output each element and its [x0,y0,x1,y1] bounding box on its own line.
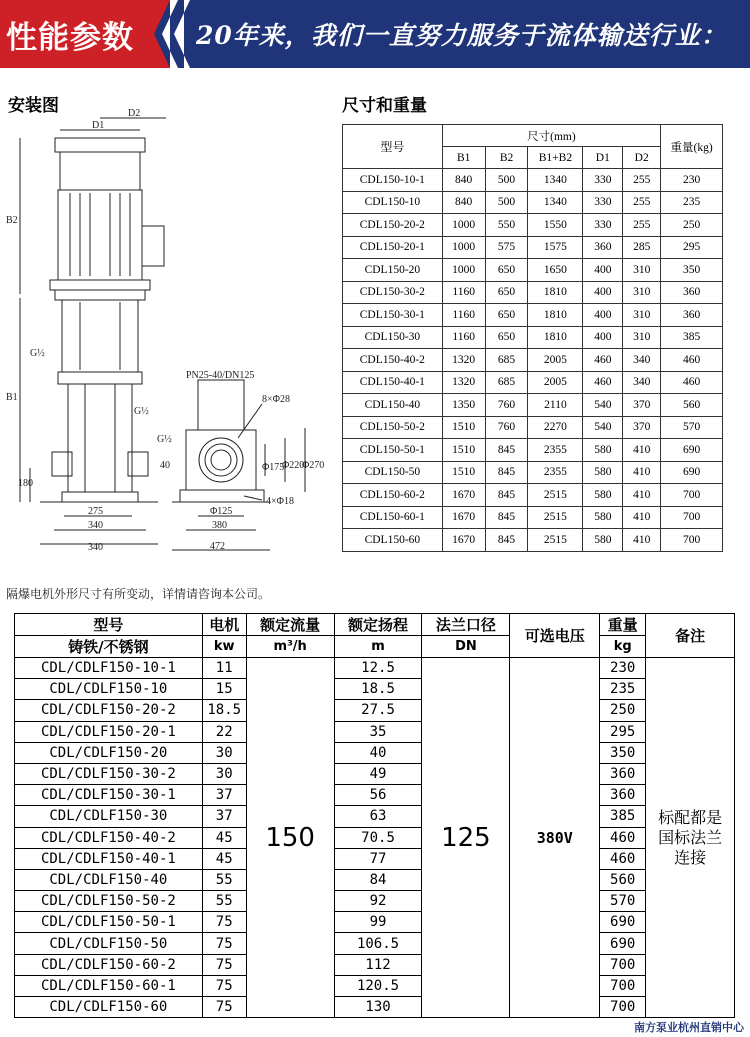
dims-table-row [343,461,723,484]
dims-title: 尺寸和重量 [342,96,427,116]
dims-cell: 340 [623,371,661,394]
label-340-a: 340 [88,520,103,531]
perf-weight-cell: 235 [600,679,646,700]
dims-cell: 330 [583,169,623,192]
dims-cell: 460 [583,371,623,394]
label-holes-4: 4×Φ18 [266,496,294,507]
dims-cell: 690 [661,439,723,462]
dims-cell: CDL150-50-2 [343,416,443,439]
perf-weight-cell: 295 [600,721,646,742]
dims-cell: CDL150-40-1 [343,371,443,394]
dims-table-row [343,484,723,507]
perf-table-row [15,658,735,679]
dims-cell: 1670 [442,529,485,552]
dims-cell: CDL150-60 [343,529,443,552]
dims-cell: CDL150-30-1 [343,304,443,327]
perf-model-cell: CDL/CDLF150-50-1 [15,912,203,933]
label-40: 40 [160,460,170,471]
dims-cell: 1650 [528,259,583,282]
dims-cell: 560 [661,394,723,417]
dims-cell: 400 [583,259,623,282]
dims-cell: 845 [485,484,528,507]
dims-cell: 700 [661,529,723,552]
perf-model-cell: CDL/CDLF150-10-1 [15,658,203,679]
label-g-half-2: G½ [134,406,149,417]
dims-cell: 580 [583,506,623,529]
perf-weight-cell: 570 [600,891,646,912]
dims-cell: 460 [661,371,723,394]
dims-table-row [343,304,723,327]
perf-head-cell: 77 [334,848,422,869]
dims-cell: 2110 [528,394,583,417]
dims-cell: 410 [623,529,661,552]
perf-weight-cell: 690 [600,933,646,954]
dims-cell: 235 [661,191,723,214]
perf-power-cell: 75 [202,975,246,996]
perf-remark-cell: 标配都是国标法兰连接 [646,658,735,1018]
label-g-half-3: G½ [157,434,172,445]
dims-cell: CDL150-10 [343,191,443,214]
perf-weight-cell: 360 [600,785,646,806]
dims-table-row [343,439,723,462]
perf-header-model-material: 铸铁/不锈钢 [15,636,203,658]
dims-cell: 580 [583,484,623,507]
perf-weight-cell: 385 [600,806,646,827]
perf-header-voltage: 可选电压 [510,614,600,658]
perf-header-power-unit: kw [202,636,246,658]
perf-power-cell: 45 [202,848,246,869]
perf-header-head-unit: m [334,636,422,658]
dims-cell: 685 [485,371,528,394]
dims-cell: 1320 [442,349,485,372]
dims-cell: 310 [623,281,661,304]
dims-cell: 550 [485,214,528,237]
dims-cell: 310 [623,259,661,282]
dims-subheader-1: B2 [485,147,528,169]
perf-model-cell: CDL/CDLF150-50 [15,933,203,954]
dims-header-weight: 重量(kg) [661,125,723,169]
dims-cell: CDL150-20-1 [343,236,443,259]
dims-cell: 1550 [528,214,583,237]
dims-header-size: 尺寸(mm) [442,125,660,147]
dims-cell: 360 [583,236,623,259]
perf-model-cell: CDL/CDLF150-20 [15,742,203,763]
perf-weight-cell: 360 [600,763,646,784]
dims-cell: 1510 [442,461,485,484]
dims-cell: 1340 [528,169,583,192]
dims-cell: 1350 [442,394,485,417]
perf-model-cell: CDL/CDLF150-40-2 [15,827,203,848]
dims-cell: 410 [623,461,661,484]
label-340-b: 340 [88,542,103,553]
perf-table-row [15,933,735,954]
dimensions-table [342,124,723,552]
dims-cell: 255 [623,214,661,237]
perf-table-row [15,742,735,763]
dims-cell: 350 [661,259,723,282]
dims-table-row [343,416,723,439]
install-title: 安装图 [8,96,59,116]
label-phi270: Φ270 [302,460,325,471]
perf-power-cell: 37 [202,806,246,827]
banner-title: 性能参数 [6,20,134,56]
dims-cell: 310 [623,304,661,327]
perf-head-cell: 35 [334,721,422,742]
dims-cell: 2515 [528,484,583,507]
perf-head-cell: 12.5 [334,658,422,679]
dims-cell: 2270 [528,416,583,439]
dims-cell: 685 [485,349,528,372]
perf-head-cell: 99 [334,912,422,933]
dims-cell: 385 [661,326,723,349]
label-b2: B2 [6,215,18,226]
perf-table-row [15,763,735,784]
perf-head-cell: 63 [334,806,422,827]
perf-head-cell: 18.5 [334,679,422,700]
perf-head-cell: 70.5 [334,827,422,848]
dims-cell: 1320 [442,371,485,394]
dims-cell: 1810 [528,304,583,327]
dims-header-model: 型号 [343,125,443,169]
dims-cell: 690 [661,461,723,484]
perf-table-row [15,869,735,890]
perf-power-cell: 22 [202,721,246,742]
dims-cell: 760 [485,394,528,417]
dims-cell: 230 [661,169,723,192]
perf-power-cell: 55 [202,869,246,890]
perf-voltage-cell: 380V [510,658,600,1018]
label-275: 275 [88,506,103,517]
perf-table-row [15,721,735,742]
perf-model-cell: CDL/CDLF150-40 [15,869,203,890]
dims-table-row [343,394,723,417]
dims-cell: 500 [485,169,528,192]
banner-slogan: 20年来，我们一直努力服务于流体输送行业： [196,21,727,50]
perf-head-cell: 106.5 [334,933,422,954]
dims-cell: 410 [623,506,661,529]
perf-weight-cell: 560 [600,869,646,890]
perf-header-power: 电机 [202,614,246,636]
perf-header-weight: 重量 [600,614,646,636]
perf-power-cell: 75 [202,912,246,933]
dims-table-row [343,191,723,214]
perf-power-cell: 55 [202,891,246,912]
label-holes-8: 8×Φ28 [262,394,290,405]
dims-cell: CDL150-20-2 [343,214,443,237]
dims-cell: CDL150-50 [343,461,443,484]
dims-cell: 2005 [528,349,583,372]
performance-table [14,613,735,1018]
dims-subheader-3: D1 [583,147,623,169]
dims-cell: 700 [661,484,723,507]
dims-cell: 760 [485,416,528,439]
dims-cell: 285 [623,236,661,259]
perf-table-row [15,891,735,912]
dims-cell: 840 [442,191,485,214]
dims-table-row [343,326,723,349]
perf-model-cell: CDL/CDLF150-10 [15,679,203,700]
dims-cell: 2005 [528,371,583,394]
label-d1: D1 [92,120,105,131]
perf-head-cell: 56 [334,785,422,806]
dims-cell: 845 [485,461,528,484]
dims-table-row [343,214,723,237]
header-banner [0,0,750,68]
banner-left-panel [0,0,150,68]
dims-cell: 845 [485,439,528,462]
label-d2: D2 [128,108,141,119]
dims-cell: 2515 [528,506,583,529]
perf-power-cell: 37 [202,785,246,806]
dims-cell: 330 [583,214,623,237]
perf-flange-cell: 125 [422,658,510,1018]
perf-model-cell: CDL/CDLF150-50-2 [15,891,203,912]
label-pn: PN25-40/DN125 [186,370,255,381]
perf-weight-cell: 230 [600,658,646,679]
dims-cell: 1160 [442,304,485,327]
dims-table-row [343,169,723,192]
perf-power-cell: 75 [202,997,246,1018]
perf-weight-cell: 700 [600,954,646,975]
dims-cell: 1510 [442,416,485,439]
dims-cell: 360 [661,281,723,304]
dims-cell: 700 [661,506,723,529]
dims-cell: 1160 [442,326,485,349]
perf-head-cell: 84 [334,869,422,890]
perf-header-flange: 法兰口径 [422,614,510,636]
dims-cell: 330 [583,191,623,214]
perf-header-weight-unit: kg [600,636,646,658]
dims-cell: 580 [583,529,623,552]
dims-cell: 1810 [528,281,583,304]
dims-cell: CDL150-60-1 [343,506,443,529]
dims-cell: 2355 [528,461,583,484]
dims-cell: 650 [485,326,528,349]
dims-cell: 1510 [442,439,485,462]
perf-table-row [15,827,735,848]
perf-weight-cell: 460 [600,827,646,848]
dims-cell: CDL150-50-1 [343,439,443,462]
dims-cell: 1000 [442,236,485,259]
perf-model-cell: CDL/CDLF150-30-1 [15,785,203,806]
perf-flow-cell: 150 [246,658,334,1018]
perf-header-flow: 额定流量 [246,614,334,636]
perf-weight-cell: 690 [600,912,646,933]
dims-cell: 845 [485,506,528,529]
perf-model-cell: CDL/CDLF150-30 [15,806,203,827]
perf-model-cell: CDL/CDLF150-20-2 [15,700,203,721]
perf-weight-cell: 700 [600,997,646,1018]
perf-table-row [15,700,735,721]
label-phi220: Φ220 [282,460,305,471]
dims-table-row [343,236,723,259]
perf-header-flange-unit: DN [422,636,510,658]
dims-table-row [343,259,723,282]
label-phi125: Φ125 [210,506,233,517]
label-g-half-1: G½ [30,348,45,359]
perf-table-row [15,975,735,996]
perf-header-model: 型号 [15,614,203,636]
perf-head-cell: 49 [334,763,422,784]
perf-header-flow-unit: m³/h [246,636,334,658]
dims-cell: CDL150-40-2 [343,349,443,372]
perf-head-cell: 130 [334,997,422,1018]
dims-cell: 1160 [442,281,485,304]
perf-power-cell: 75 [202,933,246,954]
perf-table-row [15,912,735,933]
dims-cell: 1340 [528,191,583,214]
dims-subheader-4: D2 [623,147,661,169]
dims-cell: 310 [623,326,661,349]
dims-cell: CDL150-60-2 [343,484,443,507]
perf-model-cell: CDL/CDLF150-40-1 [15,848,203,869]
dims-cell: 370 [623,416,661,439]
dims-cell: 1670 [442,506,485,529]
perf-weight-cell: 250 [600,700,646,721]
perf-power-cell: 11 [202,658,246,679]
perf-power-cell: 45 [202,827,246,848]
dims-cell: 370 [623,394,661,417]
dims-cell: 580 [583,439,623,462]
perf-weight-cell: 350 [600,742,646,763]
label-472: 472 [210,541,225,552]
dims-cell: 840 [442,169,485,192]
dims-cell: 580 [583,461,623,484]
dims-cell: 1810 [528,326,583,349]
dims-cell: CDL150-30-2 [343,281,443,304]
dims-cell: 410 [623,439,661,462]
perf-weight-cell: 460 [600,848,646,869]
dims-cell: 845 [485,529,528,552]
perf-table-row [15,848,735,869]
dims-cell: CDL150-30 [343,326,443,349]
dims-subheader-0: B1 [442,147,485,169]
perf-head-cell: 112 [334,954,422,975]
perf-table-row [15,954,735,975]
dims-cell: 295 [661,236,723,259]
dims-cell: 2515 [528,529,583,552]
perf-head-cell: 27.5 [334,700,422,721]
perf-table-row [15,997,735,1018]
dims-cell: 1000 [442,214,485,237]
dims-cell: 400 [583,281,623,304]
perf-table-row [15,679,735,700]
label-380: 380 [212,520,227,531]
perf-header-head: 额定扬程 [334,614,422,636]
dims-cell: 340 [623,349,661,372]
dims-cell: 2355 [528,439,583,462]
dims-cell: 570 [661,416,723,439]
dims-cell: 540 [583,394,623,417]
dims-cell: 255 [623,191,661,214]
dims-cell: 255 [623,169,661,192]
dims-cell: 360 [661,304,723,327]
dims-table-row [343,349,723,372]
dims-cell: 460 [583,349,623,372]
perf-table-row [15,806,735,827]
label-180: 180 [18,478,33,489]
perf-model-cell: CDL/CDLF150-60 [15,997,203,1018]
label-b1: B1 [6,392,18,403]
dims-cell: 410 [623,484,661,507]
perf-model-cell: CDL/CDLF150-60-2 [15,954,203,975]
perf-power-cell: 30 [202,763,246,784]
perf-header-remark: 备注 [646,614,735,658]
dims-cell: 400 [583,326,623,349]
perf-model-cell: CDL/CDLF150-60-1 [15,975,203,996]
dims-cell: 575 [485,236,528,259]
dims-cell: CDL150-20 [343,259,443,282]
perf-power-cell: 30 [202,742,246,763]
dims-cell: 460 [661,349,723,372]
dims-table-row [343,506,723,529]
dims-cell: 1670 [442,484,485,507]
dims-cell: 500 [485,191,528,214]
dims-cell: CDL150-10-1 [343,169,443,192]
footer-company: 南方泵业杭州直销中心 [634,1021,744,1034]
perf-head-cell: 120.5 [334,975,422,996]
dims-cell: 1575 [528,236,583,259]
perf-table-row [15,785,735,806]
dims-cell: 400 [583,304,623,327]
perf-power-cell: 18.5 [202,700,246,721]
perf-power-cell: 75 [202,954,246,975]
dims-cell: 1000 [442,259,485,282]
dims-table-row [343,371,723,394]
dims-cell: CDL150-40 [343,394,443,417]
dims-cell: 650 [485,259,528,282]
perf-head-cell: 40 [334,742,422,763]
perf-model-cell: CDL/CDLF150-30-2 [15,763,203,784]
perf-weight-cell: 700 [600,975,646,996]
perf-power-cell: 15 [202,679,246,700]
perf-head-cell: 92 [334,891,422,912]
perf-model-cell: CDL/CDLF150-20-1 [15,721,203,742]
dims-cell: 650 [485,281,528,304]
banner-chevron-icon [140,0,200,68]
dims-subheader-2: B1+B2 [528,147,583,169]
installation-drawing [0,108,335,568]
dims-cell: 650 [485,304,528,327]
explosion-proof-note: 隔爆电机外形尺寸有所变动，详情请咨询本公司。 [6,587,271,601]
dims-table-row [343,281,723,304]
label-phi175: Φ175 [262,462,285,473]
dims-cell: 540 [583,416,623,439]
dims-cell: 250 [661,214,723,237]
dims-table-row [343,529,723,552]
